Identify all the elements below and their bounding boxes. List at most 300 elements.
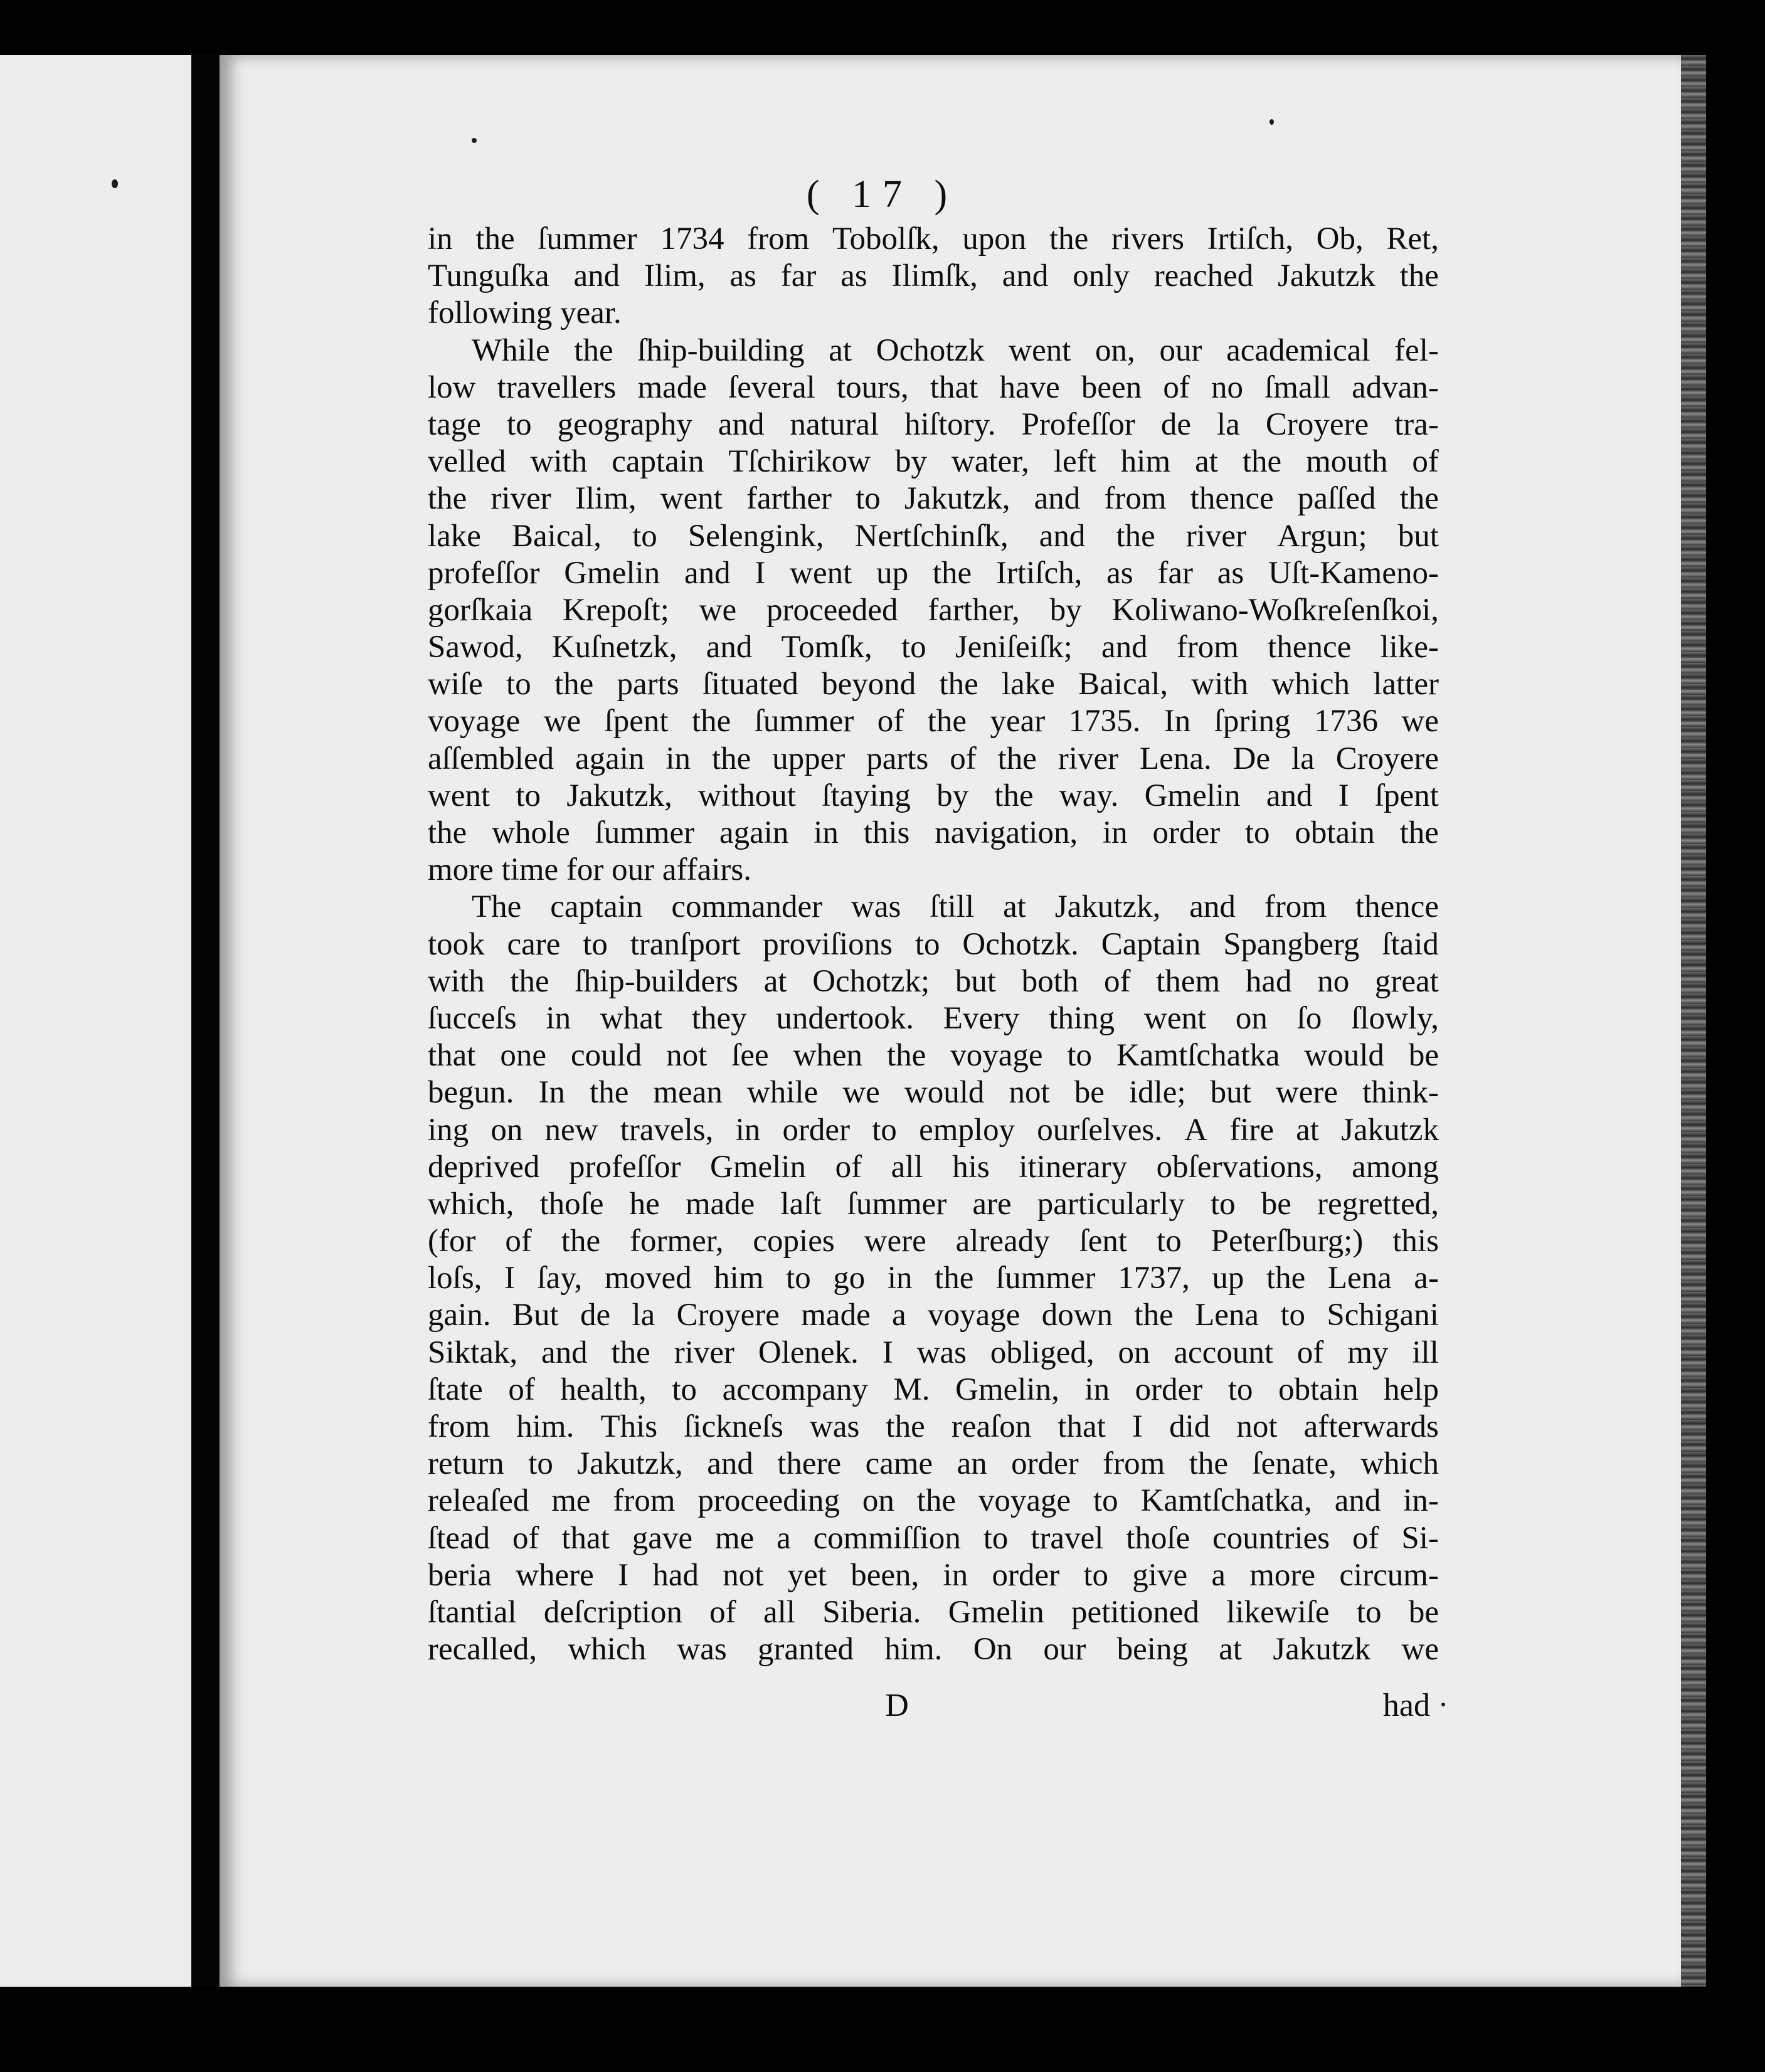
word: obſervations, [1156, 1149, 1323, 1185]
word: there [777, 1446, 842, 1482]
word: idle; [1128, 1075, 1186, 1111]
word: countries [1212, 1520, 1330, 1556]
word: great [1374, 963, 1439, 999]
word: velled [428, 444, 506, 480]
word: and [1039, 518, 1086, 554]
word: more [1249, 1557, 1316, 1593]
word: of [835, 1149, 862, 1185]
word: the [428, 815, 467, 850]
word: return [428, 1446, 504, 1482]
word: which, [428, 1186, 514, 1222]
word: farther [746, 481, 832, 517]
word: Lena. [1140, 741, 1212, 776]
word: mouth [1306, 444, 1388, 480]
word: Jakutzk, [904, 481, 1010, 517]
word: while [746, 1075, 819, 1111]
word: river [490, 481, 551, 517]
word: undertook. [776, 1000, 914, 1036]
word: by [1049, 592, 1082, 628]
word: ſummer [595, 815, 695, 850]
word: I [1132, 1409, 1143, 1444]
word: the [428, 481, 467, 517]
word: proceeding [697, 1483, 840, 1519]
word: from [1103, 1446, 1165, 1482]
word: Gmelin [948, 1594, 1044, 1630]
word: ſpring [1214, 704, 1291, 739]
word: afterwards [1303, 1409, 1439, 1444]
word: Spangberg [1223, 926, 1360, 962]
word: what [600, 1000, 663, 1036]
word: time [501, 852, 566, 888]
word: 1735. [1068, 704, 1141, 739]
word: reached [1153, 258, 1254, 294]
word: Siktak, [428, 1335, 518, 1370]
word: de [580, 1298, 611, 1333]
word: more [428, 852, 502, 888]
word: petitioned [1071, 1594, 1199, 1630]
word: the [1049, 221, 1089, 256]
text-line [428, 778, 1439, 815]
word: made [637, 369, 707, 405]
word: In [538, 1075, 565, 1111]
word: was [916, 1335, 967, 1370]
word: the [939, 667, 978, 702]
word: proviſions [763, 926, 893, 962]
word: to [516, 778, 541, 813]
word: the [886, 1409, 925, 1444]
word: Lena [1327, 1261, 1392, 1296]
word: thoſe [1126, 1520, 1190, 1556]
word: proceeded [766, 592, 898, 628]
word: travellers [497, 369, 617, 405]
word: we [842, 1075, 880, 1111]
word: Tſchirikow [728, 444, 871, 480]
word: the [916, 1483, 956, 1519]
word: fel- [1394, 332, 1439, 368]
word: went [428, 778, 490, 813]
word: to [583, 926, 608, 962]
word: that [1057, 1409, 1106, 1444]
word: mean [653, 1075, 723, 1111]
word: to [1227, 1372, 1253, 1407]
word: to [901, 630, 926, 665]
word: be [1408, 1038, 1439, 1074]
word: the [692, 704, 731, 739]
word: ſtaid [1382, 926, 1439, 962]
word: ſeveral [728, 369, 815, 405]
text-line [428, 1446, 1439, 1483]
text-line [428, 406, 1439, 443]
word: obtain [1278, 1372, 1359, 1407]
word: would [904, 1075, 985, 1111]
word: Lena [1195, 1298, 1259, 1333]
text-line [428, 963, 1439, 1000]
word: on [490, 1112, 523, 1148]
word: thing [1049, 1000, 1115, 1036]
word: have [999, 369, 1060, 405]
word: year. [560, 295, 622, 331]
word: ſtate [428, 1372, 483, 1407]
word: Ochotzk. [962, 926, 1079, 962]
word: went [1009, 332, 1071, 368]
word: captain [612, 444, 704, 480]
word: In [1163, 704, 1191, 739]
word: Irtiſch, [995, 555, 1083, 591]
word: already [955, 1224, 1050, 1259]
word: parts [866, 741, 929, 776]
word: at [1219, 1632, 1243, 1668]
word: ſummer [847, 1186, 947, 1222]
word: the [1399, 815, 1439, 850]
word: made [801, 1298, 871, 1333]
word: Jakutzk [1278, 258, 1375, 294]
word: in [887, 1261, 913, 1296]
word: to [528, 1446, 553, 1482]
word: think- [1362, 1075, 1439, 1111]
word: geography [557, 406, 692, 442]
word: in [1103, 815, 1128, 850]
word: fire [1229, 1112, 1274, 1148]
word: as [1217, 555, 1244, 591]
word: in [546, 1000, 571, 1036]
word: for [566, 852, 612, 888]
word: the [611, 1335, 650, 1370]
word: While [472, 332, 550, 368]
word: loſs, [428, 1261, 482, 1296]
word: commander [671, 889, 823, 925]
word: and [1034, 481, 1081, 517]
word: Nertſchinſk, [854, 518, 1009, 554]
text-line [428, 1409, 1439, 1446]
word: farther, [928, 592, 1020, 628]
word: voyage [428, 704, 521, 739]
word: accompany [722, 1372, 868, 1407]
text-line [428, 1631, 1439, 1668]
word: to [786, 1261, 811, 1296]
word: and [707, 1446, 753, 1482]
word: releaſed [428, 1483, 529, 1519]
word: a [892, 1298, 906, 1333]
word: beyond [822, 667, 916, 702]
word: ſay, [537, 1261, 583, 1296]
word: ill [1412, 1335, 1439, 1370]
left-page [0, 55, 193, 1987]
word: all [891, 1149, 923, 1185]
word: to [672, 1372, 697, 1407]
text-line [428, 1372, 1439, 1409]
word: not [1236, 1409, 1278, 1444]
word: Baical, [512, 518, 602, 554]
text-line [428, 1223, 1439, 1260]
word: Olenek. [758, 1335, 859, 1370]
word: they [691, 1000, 747, 1036]
word: at [1195, 444, 1218, 480]
word: I [618, 1557, 629, 1593]
word: lake [1001, 667, 1055, 702]
word: upon [962, 221, 1027, 256]
text-line [428, 443, 1439, 480]
word: latter [1373, 667, 1439, 702]
word: this [863, 815, 910, 850]
word: academical [1226, 332, 1370, 368]
word: we [1401, 704, 1439, 739]
text-line [428, 1149, 1439, 1186]
word: made [685, 1186, 755, 1222]
word: the [554, 667, 594, 702]
word: of [877, 704, 904, 739]
word: low [428, 369, 476, 405]
word: him. [516, 1409, 575, 1444]
word: from [1104, 481, 1167, 517]
word: a [776, 1520, 791, 1556]
word: to [506, 667, 531, 702]
ink-speck [1269, 119, 1274, 125]
word: regretted, [1317, 1186, 1439, 1222]
word: Gmelin, [955, 1372, 1059, 1407]
word: took [428, 926, 485, 962]
word: on [862, 1483, 894, 1519]
word: ſtaying [822, 778, 911, 813]
word: gorſkaia [428, 592, 533, 628]
word: moved [604, 1261, 692, 1296]
word: in [735, 1112, 761, 1148]
word: Ilimſk, [891, 258, 978, 294]
word: Gmelin [1144, 778, 1241, 813]
signature-mark: D [885, 1688, 909, 1723]
text-line [428, 518, 1439, 555]
word: Jeniſeiſk; [955, 630, 1073, 665]
text-line [428, 1186, 1439, 1223]
word: thence [1355, 889, 1439, 925]
word: thence [1190, 481, 1274, 517]
word: that [930, 369, 978, 405]
word: de [1160, 406, 1192, 442]
word: Koliwano-Woſkreſenſkoi, [1111, 592, 1439, 628]
word: begun. [428, 1075, 514, 1111]
word: to [1157, 1224, 1182, 1259]
word: la [632, 1298, 655, 1333]
word: our [1043, 1632, 1086, 1668]
word: to [872, 1112, 897, 1148]
word: been [1081, 369, 1142, 405]
word: again [575, 741, 645, 776]
text-line [428, 1520, 1439, 1557]
word: at [1003, 889, 1026, 925]
word: one [500, 1038, 547, 1074]
word: the [886, 1038, 926, 1074]
word: both [1021, 963, 1079, 999]
word: an [957, 1446, 987, 1482]
word: Tomſk, [781, 630, 872, 665]
word: Jakutzk [1341, 1112, 1439, 1148]
word: Jakutzk, [577, 1446, 683, 1482]
word: granted [758, 1632, 854, 1668]
word: la [1217, 406, 1240, 442]
word: deſcription [543, 1594, 682, 1630]
word: I [1338, 778, 1349, 813]
word: with [530, 444, 588, 480]
word: in- [1403, 1483, 1439, 1519]
text-line [428, 1074, 1439, 1111]
word: navigation, [935, 815, 1078, 850]
word: following [428, 295, 561, 331]
word: Baical, [1078, 667, 1169, 702]
word: I [755, 555, 766, 591]
text-line [428, 666, 1439, 703]
word: Tunguſka [428, 258, 549, 294]
word: the [994, 778, 1034, 813]
word: itinerary [1019, 1149, 1128, 1185]
word: went [660, 481, 723, 517]
word: ſent [1079, 1224, 1128, 1259]
word: ing [428, 1112, 469, 1148]
word: river [674, 1335, 734, 1370]
word: and [718, 406, 765, 442]
word: Si- [1401, 1520, 1439, 1556]
word: at [763, 963, 787, 999]
text-line [428, 926, 1439, 963]
text-line [428, 480, 1439, 517]
word: to [1280, 1298, 1306, 1333]
word: were [1275, 1075, 1338, 1111]
word: as [840, 258, 867, 294]
page-footer [428, 1684, 1430, 1728]
word: and [1266, 778, 1313, 813]
word: no [1211, 369, 1243, 405]
word: Profeſſor [1021, 406, 1135, 442]
word: me [551, 1483, 591, 1519]
word: was [809, 1409, 860, 1444]
word: not [723, 1557, 764, 1593]
word: to [1093, 1483, 1118, 1519]
word: commiſſion [813, 1520, 961, 1556]
word: which [1360, 1446, 1439, 1482]
word: our [612, 852, 662, 888]
word: A [1184, 1112, 1208, 1148]
word: the [935, 1261, 974, 1296]
word: obtain [1295, 815, 1375, 850]
word: wiſe [428, 667, 483, 702]
word: as [1106, 555, 1133, 591]
word: tours, [836, 369, 909, 405]
word: give [1132, 1557, 1188, 1593]
word: the [1242, 444, 1282, 480]
word: Every [943, 1000, 1020, 1036]
word: the [711, 741, 751, 776]
word: way. [1059, 778, 1119, 813]
word: Krepoſt; [562, 592, 669, 628]
word: this [1392, 1224, 1439, 1259]
word: went [790, 555, 852, 591]
word: Argun; [1277, 518, 1367, 554]
text-line [428, 555, 1439, 592]
word: but [1397, 518, 1439, 554]
word: as [729, 258, 756, 294]
word: aſſembled [428, 741, 554, 776]
word: the [590, 1075, 629, 1111]
word: ſucceſs [428, 1000, 517, 1036]
word: we [543, 704, 581, 739]
word: ſickneſs [684, 1409, 783, 1444]
word: particularly [1037, 1186, 1185, 1222]
word: I [504, 1261, 515, 1296]
text-line [428, 332, 1439, 369]
word: Schigani [1327, 1298, 1439, 1333]
word: to [856, 481, 881, 517]
word: the [1189, 1446, 1229, 1482]
word: but [1210, 1075, 1251, 1111]
word: the [1266, 1261, 1306, 1296]
word: voyage [978, 1483, 1071, 1519]
word: ſtead [428, 1520, 490, 1556]
word: Uſt-Kameno- [1268, 555, 1439, 591]
text-line [428, 852, 1439, 889]
word: ſummer [754, 704, 854, 739]
word: and [541, 1335, 588, 1370]
word: of [1352, 1520, 1379, 1556]
word: we [699, 592, 737, 628]
word: Sawod, [428, 630, 523, 665]
word: Ochotzk [876, 332, 985, 368]
word: from [428, 1409, 490, 1444]
word: former, [630, 1224, 724, 1259]
word: Ochotzk; [812, 963, 930, 999]
word: and [1101, 630, 1148, 665]
word: copies [753, 1224, 835, 1259]
word: De [1232, 741, 1271, 776]
word: 1736 [1313, 704, 1378, 739]
word: year [990, 704, 1046, 739]
word: voyage [928, 1298, 1020, 1333]
word: la [1291, 741, 1315, 776]
word: the [1399, 258, 1439, 294]
word: On [973, 1632, 1013, 1668]
word: ſee [731, 1038, 769, 1074]
word: and [706, 630, 753, 665]
word: a [1211, 1557, 1226, 1593]
word: travel [1031, 1520, 1104, 1556]
word: again [719, 815, 789, 850]
page-edge-strip [1681, 55, 1706, 1987]
text-line [428, 1000, 1439, 1037]
word: among [1352, 1149, 1439, 1185]
word: the [475, 221, 515, 256]
text-line [428, 1112, 1439, 1149]
word: river [1185, 518, 1247, 554]
word: order [1135, 1372, 1203, 1407]
word: tranſport [630, 926, 741, 962]
word: ſlowly, [1351, 1000, 1439, 1036]
word: by [936, 778, 969, 813]
word: far [1157, 555, 1193, 591]
word: 1734 [660, 221, 724, 256]
word: to [1356, 1594, 1382, 1630]
word: laſt [780, 1186, 822, 1222]
word: not [1009, 1075, 1050, 1111]
word: Ilim, [575, 481, 637, 517]
word: Peterſburg;) [1211, 1224, 1364, 1259]
text-line [428, 703, 1439, 740]
word: the [561, 1224, 601, 1259]
word: Captain [1101, 926, 1201, 962]
text-line [428, 258, 1439, 295]
word: upper [772, 741, 845, 776]
word: ſummer [995, 1261, 1096, 1296]
word: travels, [620, 1112, 714, 1148]
word: employ [919, 1112, 1015, 1148]
word: him [1120, 444, 1171, 480]
word: ſpent [1374, 778, 1439, 813]
